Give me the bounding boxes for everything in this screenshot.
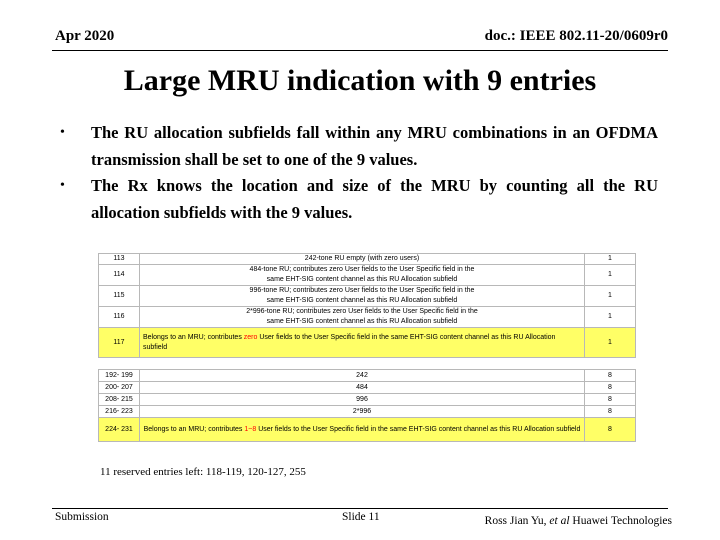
table-cell-count: 8 <box>585 370 636 382</box>
user-field-count-highlight: 1~8 <box>244 425 257 433</box>
table-row-highlighted <box>99 418 636 442</box>
table-cell-index: 224- 231 <box>99 418 140 442</box>
bullet-dot-icon: • <box>60 125 65 140</box>
bullet-text: The Rx knows the location and size of the MRU by counting all the RU allocation subfields with the 9 values. <box>91 176 658 222</box>
table-row <box>99 406 636 418</box>
table-cell-index: 208- 215 <box>99 394 140 406</box>
bullet-dot-icon: • <box>60 178 65 193</box>
table-cell-description <box>140 418 585 442</box>
table-row <box>99 370 636 382</box>
ru-allocation-table-range <box>98 369 636 442</box>
table-row <box>99 265 636 286</box>
table-cell-count: 8 <box>585 418 636 442</box>
description-text: User fields to the User Specific field in the same EHT-SIG content channel as this RU Allocation subfield <box>256 425 581 433</box>
bullet-list <box>60 120 658 226</box>
bullet-text: The RU allocation subfields fall within any MRU combinations in an OFDMA transmission shall be set to one of the 9 values. <box>91 123 658 169</box>
table-cell-count: 1 <box>585 307 636 328</box>
table-row <box>99 307 636 328</box>
description-line: same EHT-SIG content channel as this RU Allocation subfield <box>266 297 458 304</box>
description-text: User fields to the User Specific field in the same EHT-SIG content channel as this RU Allocation subfield <box>143 333 556 351</box>
table-cell-description <box>140 328 585 358</box>
description-line: same EHT-SIG content channel as this RU Allocation subfield <box>266 276 458 283</box>
table-cell-description <box>140 254 585 265</box>
table-cell-count: 8 <box>585 382 636 394</box>
table-cell-index: 117 <box>99 328 140 358</box>
table-cell-index: 113 <box>99 254 140 265</box>
footer-author-name: Ross Jian Yu, <box>484 515 550 527</box>
table-cell-count: 1 <box>585 265 636 286</box>
table-cell-count: 1 <box>585 328 636 358</box>
table-row <box>99 394 636 406</box>
header-doc-id: doc.: IEEE 802.11-20/0609r0 <box>484 28 668 44</box>
footer-author-org: Huawei Technologies <box>569 515 672 527</box>
slide-title: Large MRU indication with 9 entries <box>123 64 597 97</box>
table-cell-description: 996 <box>140 394 585 406</box>
table-row <box>99 382 636 394</box>
table-row <box>99 254 636 265</box>
description-line: 484-tone RU; contributes zero User fields to the User Specific field in the <box>249 266 475 273</box>
table-cell-index: 114 <box>99 265 140 286</box>
footer-submission: Submission <box>55 511 109 523</box>
table-cell-description <box>140 265 585 286</box>
table-cell-index: 116 <box>99 307 140 328</box>
user-field-count-highlight: zero <box>243 333 258 341</box>
header-date: Apr 2020 <box>55 28 115 44</box>
ru-allocation-table-single <box>98 253 636 358</box>
table-cell-description: 484 <box>140 382 585 394</box>
footer-divider <box>52 508 668 509</box>
reserved-entries-note: 11 reserved entries left: 118-119, 120-127, 255 <box>100 466 306 478</box>
table-cell-description <box>140 307 585 328</box>
table-row-highlighted <box>99 328 636 358</box>
table-cell-index: 115 <box>99 286 140 307</box>
table-cell-count: 8 <box>585 406 636 418</box>
table-cell-count: 8 <box>585 394 636 406</box>
table-cell-index: 200- 207 <box>99 382 140 394</box>
table-cell-description <box>140 286 585 307</box>
description-text: Belongs to an MRU; contributes <box>143 425 245 433</box>
bullet-item <box>60 173 658 226</box>
description-line: same EHT-SIG content channel as this RU Allocation subfield <box>266 318 458 325</box>
table-cell-index: 192- 199 <box>99 370 140 382</box>
table-cell-count: 1 <box>585 254 636 265</box>
description-line: 242-tone RU empty (with zero users) <box>304 255 420 262</box>
footer-author <box>485 515 672 527</box>
description-text: Belongs to an MRU; contributes <box>143 333 244 341</box>
table-cell-description: 242 <box>140 370 585 382</box>
table-cell-count: 1 <box>585 286 636 307</box>
header-divider <box>52 50 668 51</box>
description-line: 2*996-tone RU; contributes zero User fields to the User Specific field in the <box>246 308 478 315</box>
footer-author-etal: et al <box>549 515 570 527</box>
table-row <box>99 286 636 307</box>
description-line: 996-tone RU; contributes zero User fields to the User Specific field in the <box>249 287 475 294</box>
footer-slide-number: Slide 11 <box>342 511 380 523</box>
table-cell-description: 2*996 <box>140 406 585 418</box>
table-cell-index: 216- 223 <box>99 406 140 418</box>
bullet-item <box>60 120 658 173</box>
